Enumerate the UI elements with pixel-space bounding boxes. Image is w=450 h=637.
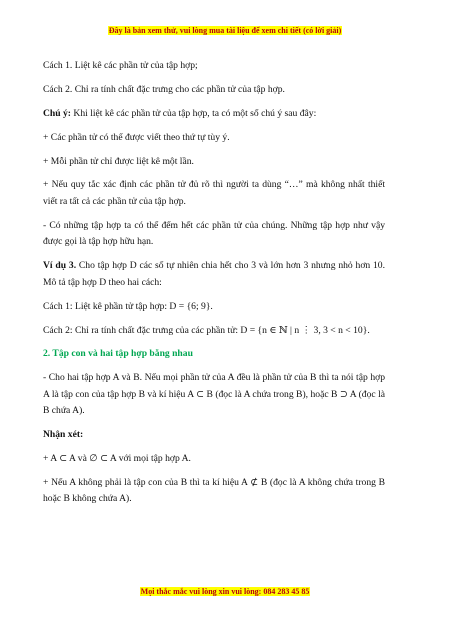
remark-label: Nhận xét: <box>43 429 84 441</box>
example-text: Cho tập hợp D các số tự nhiên chia hết cho 3 và lớn hơn 3 nhưng nhỏ hơn 10. Mô tả tập hợp D theo hai cách: <box>43 260 385 288</box>
paragraph-example-3 <box>43 258 385 291</box>
note-text: Khi liệt kê các phần tử của tập hợp, ta có một số chú ý sau đây: <box>71 107 317 119</box>
paragraph-note-ellipsis: + Nếu quy tắc xác định các phần tử đủ rõ thì người ta dùng “…” mà không nhất thiết viết ra tất cả các phần tử của tập hợp. <box>43 179 385 207</box>
contact-notice-text: Mọi thắc mắc vui lòng xin vui lòng: 084 283 45 85 <box>140 587 310 596</box>
paragraph-note-once: + Mỗi phần tử chỉ được liệt kê một lần. <box>43 155 194 167</box>
contact-notice-banner <box>0 587 450 596</box>
paragraph-note <box>43 106 385 123</box>
paragraph-method-2: Cách 2. Chỉ ra tính chất đặc trưng cho các phần tử của tập hợp. <box>43 83 285 95</box>
paragraph-remark-1: + A ⊂ A và ∅ ⊂ A với mọi tập hợp A. <box>43 453 191 465</box>
paragraph-note-order: + Các phần tử có thể được viết theo thứ tự tùy ý. <box>43 131 230 143</box>
paragraph-remark-label <box>43 427 385 444</box>
paragraph-method-1: Cách 1. Liệt kê các phần tử của tập hợp; <box>43 60 198 71</box>
section-heading-subsets: 2. Tập con và hai tập hợp bằng nhau <box>43 348 193 360</box>
paragraph-finite-set: - Có những tập hợp ta có thể đếm hết các phần tử của chúng. Những tập hợp như vậy được gọi là tập hợp hữu hạn. <box>43 219 385 248</box>
paragraph-subset-definition: - Cho hai tập hợp A và B. Nếu mọi phần tử của A đều là phần tử của B thì ta nói tập hợp A là tập con của tập hợp B và kí hiệu A ⊂ B (đọc là A chứa trong B), hoặc B ⊃ A (đọc là B chứa A). <box>43 372 385 417</box>
document-body <box>43 58 385 515</box>
paragraph-example-method-1: Cách 1: Liệt kê phần tử tập hợp: D = {6; 9}. <box>43 300 213 312</box>
preview-notice-text: Đây là bản xem thử, vui lòng mua tài liệu để xem chi tiết (có lời giải) <box>108 26 342 35</box>
paragraph-example-method-2: Cách 2: Chỉ ra tính chất đặc trưng của các phần tử: D = {n ∈ ℕ | n ⋮ 3, 3 < n < 10}. <box>43 324 370 336</box>
note-label: Chú ý: <box>43 107 71 119</box>
example-label: Ví dụ 3. <box>43 260 77 272</box>
paragraph-remark-2: + Nếu A không phải là tập con của B thì ta kí hiệu A ⊄ B (đọc là A không chứa trong B hoặc B không chứa A). <box>43 476 385 505</box>
preview-notice-banner <box>0 26 450 35</box>
